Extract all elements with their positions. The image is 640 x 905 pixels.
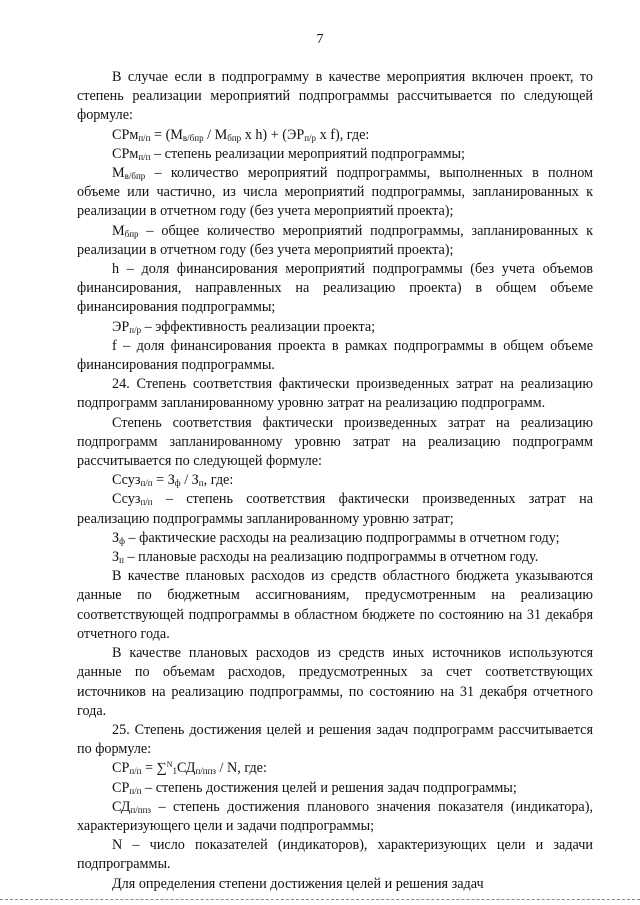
paragraph-p14 [77,548,593,567]
text-run: / З [180,472,199,489]
paragraph-p22 [77,875,593,894]
text-run: – эффективность реализации проекта; [141,318,376,335]
text-run: СР [112,779,130,796]
text-run: п/р [304,132,317,143]
document-body [77,68,593,894]
text-run: СРм [112,145,139,162]
paragraph-p12 [77,490,593,528]
text-run: – степень достижения целей и решения задач подпрограммы; [141,779,517,796]
text-run: – фактические расходы на реализацию подпрограммы в отчетном году; [124,529,560,546]
paragraph-p11 [77,471,593,490]
text-run: бпр [124,228,139,239]
text-run: ф [119,535,125,546]
paragraph-p18 [77,759,593,778]
paragraph-p6 [77,260,593,318]
text-run: N [166,760,173,770]
paragraph-p9 [77,375,593,413]
text-run: f – доля финансирования проекта в рамках подпрограммы в общем объеме финансирования подпрограммы. [77,337,593,374]
text-run: М [112,222,125,239]
paragraph-p1 [77,68,593,126]
text-run: п [198,478,204,489]
text-run: = (М [150,126,183,143]
text-run: бпр [227,132,242,143]
text-run: – общее количество мероприятий подпрограммы, запланированных к реализации в отчетном году (без учета мероприятий проекта); [77,222,593,258]
text-run: п/ппз [195,766,216,777]
text-run: = З [152,472,175,489]
text-run: СД [112,798,131,815]
text-run: в/бпр [182,132,204,143]
text-run: N – число показателей (индикаторов), характеризующих цели и задачи подпрограммы. [77,837,593,873]
text-run: СД [177,760,196,777]
text-run: в/бпр [124,171,146,182]
text-run: 25. Степень достижения целей и решения задач подпрограмм рассчитывается по формуле: [77,721,593,758]
text-run: Степень соответствия фактически произведенных затрат на реализацию подпрограмм запланированному уровню затрат на реализацию подпрограмм рассчитывается по следующей формуле: [77,414,593,470]
paragraph-p4 [77,164,593,222]
text-run: СР [112,760,130,777]
text-run: З [112,549,120,566]
text-run: ф [174,478,181,489]
paragraph-p17 [77,721,593,759]
text-run: Для определения степени достижения целей и решения задач [112,875,484,892]
text-run: п/п [140,478,153,489]
text-run: x h) + (ЭР [241,126,305,143]
text-run: З [112,529,120,546]
text-run: – количество мероприятий подпрограммы, выполненных в полном объеме или частично, из числа мероприятий подпрограммы, запланированных к реализации в отчетном году (без учета мероприятий проекта); [77,165,593,220]
text-run: 1 [172,766,177,777]
text-run: СРм [112,126,139,143]
page-number: 7 [316,32,324,47]
text-run: / М [203,126,228,143]
text-run: – плановые расходы на реализацию подпрограммы в отчетном году. [123,549,539,566]
paragraph-p16 [77,644,593,721]
text-run: В качестве плановых расходов из средств областного бюджета указываются данные по бюджетным ассигнованиям, предусмотренным на реализацию соответствующей подпрограммы в областном бюджете по состоянию на 31 декабря отчетного года. [77,568,593,642]
paragraph-p3 [77,145,593,164]
text-run: 24. Степень соответствия фактически произведенных затрат на реализацию подпрограмм запланированному уровню затрат на реализацию подпрограмм. [77,376,593,412]
paragraph-p13 [77,529,593,548]
paragraph-p10 [77,414,593,472]
text-run: п/р [129,324,142,335]
text-run: x f), где: [316,126,370,143]
text-run: М [112,165,125,182]
text-run: Ссуз [112,491,141,508]
paragraph-p20 [77,798,593,836]
text-run: = ∑ [141,760,167,777]
text-run: п/п [138,132,151,143]
text-run: п/п [140,497,153,508]
text-run: п/п [129,766,142,777]
paragraph-p19 [77,779,593,798]
text-run: В случае если в подпрограмму в качестве мероприятия включен проект, то степень реализации мероприятий подпрограммы рассчитывается по следующей формуле: [77,69,593,124]
paragraph-p5 [77,222,593,260]
text-run: / N, где: [215,760,267,777]
text-run: , где: [203,472,234,489]
text-run: – степень соответствия фактически произведенных затрат на реализацию подпрограммы запланированному уровню затрат; [77,491,593,527]
text-run: п/ппз [130,804,151,815]
text-run: – степень реализации мероприятий подпрограммы; [150,145,465,162]
paragraph-p8 [77,337,593,375]
text-run: h – доля финансирования мероприятий подпрограммы (без учета объемов финансирования, направленных на реализацию проекта) в общем объеме финансирования подпрограммы; [77,261,593,316]
text-run: Ссуз [112,472,141,489]
text-run: – степень достижения планового значения показателя (индикатора), характеризующего цели и задачи подпрограммы; [77,798,593,834]
text-run: ЭР [112,318,130,335]
paragraph-p15 [77,567,593,644]
text-run: п/п [129,785,142,796]
paragraph-p7 [77,318,593,337]
paragraph-p2 [77,126,593,145]
text-run: п [119,555,124,566]
scan-bottom-edge [0,899,640,900]
paragraph-p21 [77,836,593,874]
text-run: п/п [138,151,151,162]
text-run: В качестве плановых расходов из средств иных источников используются данные по объемам расходов, предусмотренных за счет соответствующих источников на реализацию подпрограммы, по состоянию на 31 декабря отчетного года. [77,645,593,719]
